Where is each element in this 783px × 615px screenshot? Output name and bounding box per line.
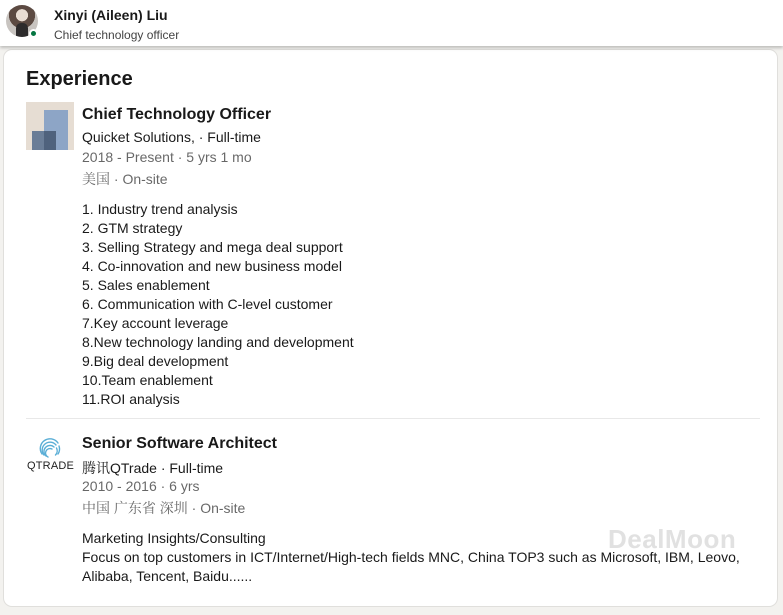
job-description-line: 3. Selling Strategy and mega deal support — [82, 239, 343, 255]
job-description-line: 7.Key account leverage — [82, 315, 229, 331]
company-logo-icon[interactable] — [26, 434, 74, 482]
job-dates: 2018 - Present · 5 yrs 1 mo — [82, 149, 252, 165]
job-description-line: 2. GTM strategy — [82, 220, 183, 236]
job-description-line: Marketing Insights/Consulting — [82, 530, 266, 546]
job-location: 美国 · On-site — [82, 171, 168, 187]
job-description-line: 1. Industry trend analysis — [82, 201, 238, 217]
job-description-line: 5. Sales enablement — [82, 277, 210, 293]
sticky-profile-header — [0, 0, 783, 46]
company-logo-icon[interactable] — [26, 102, 74, 150]
job-description-line: Alibaba, Tencent, Baidu...... — [82, 568, 253, 584]
job-company: Quicket Solutions, · Full-time — [82, 129, 261, 145]
job-title[interactable]: Senior Software Architect — [82, 435, 278, 452]
watermark: DealMoon — [608, 524, 737, 554]
job-company: 腾讯QTrade · Full-time — [82, 460, 224, 476]
job-description-line: Focus on top customers in ICT/Internet/High-tech fields MNC, China TOP3 such as Microsoft, IBM, Leovo, — [82, 549, 740, 565]
profile-name[interactable]: Xinyi (Aileen) Liu — [54, 7, 168, 23]
job-description-line: 10.Team enablement — [82, 372, 213, 388]
experience-section — [4, 50, 777, 606]
fingerprint-icon — [37, 436, 63, 460]
job-description-line: 9.Big deal development — [82, 353, 229, 369]
company-logo-text: QTRADE — [27, 460, 75, 472]
job-description-line: 11.ROI analysis — [82, 391, 180, 407]
online-status-icon — [29, 29, 38, 38]
job-location: 中国 广东省 深圳 · On-site — [82, 500, 246, 516]
divider — [26, 418, 760, 419]
section-title: Experience — [26, 68, 133, 90]
job-description-line: 8.New technology landing and development — [82, 334, 354, 350]
job-dates: 2010 - 2016 · 6 yrs — [82, 478, 200, 494]
job-description-line: 4. Co-innovation and new business model — [82, 258, 342, 274]
job-title[interactable]: Chief Technology Officer — [82, 106, 272, 123]
job-description-line: 6. Communication with C-level customer — [82, 296, 333, 312]
profile-headline: Chief technology officer — [54, 28, 180, 42]
